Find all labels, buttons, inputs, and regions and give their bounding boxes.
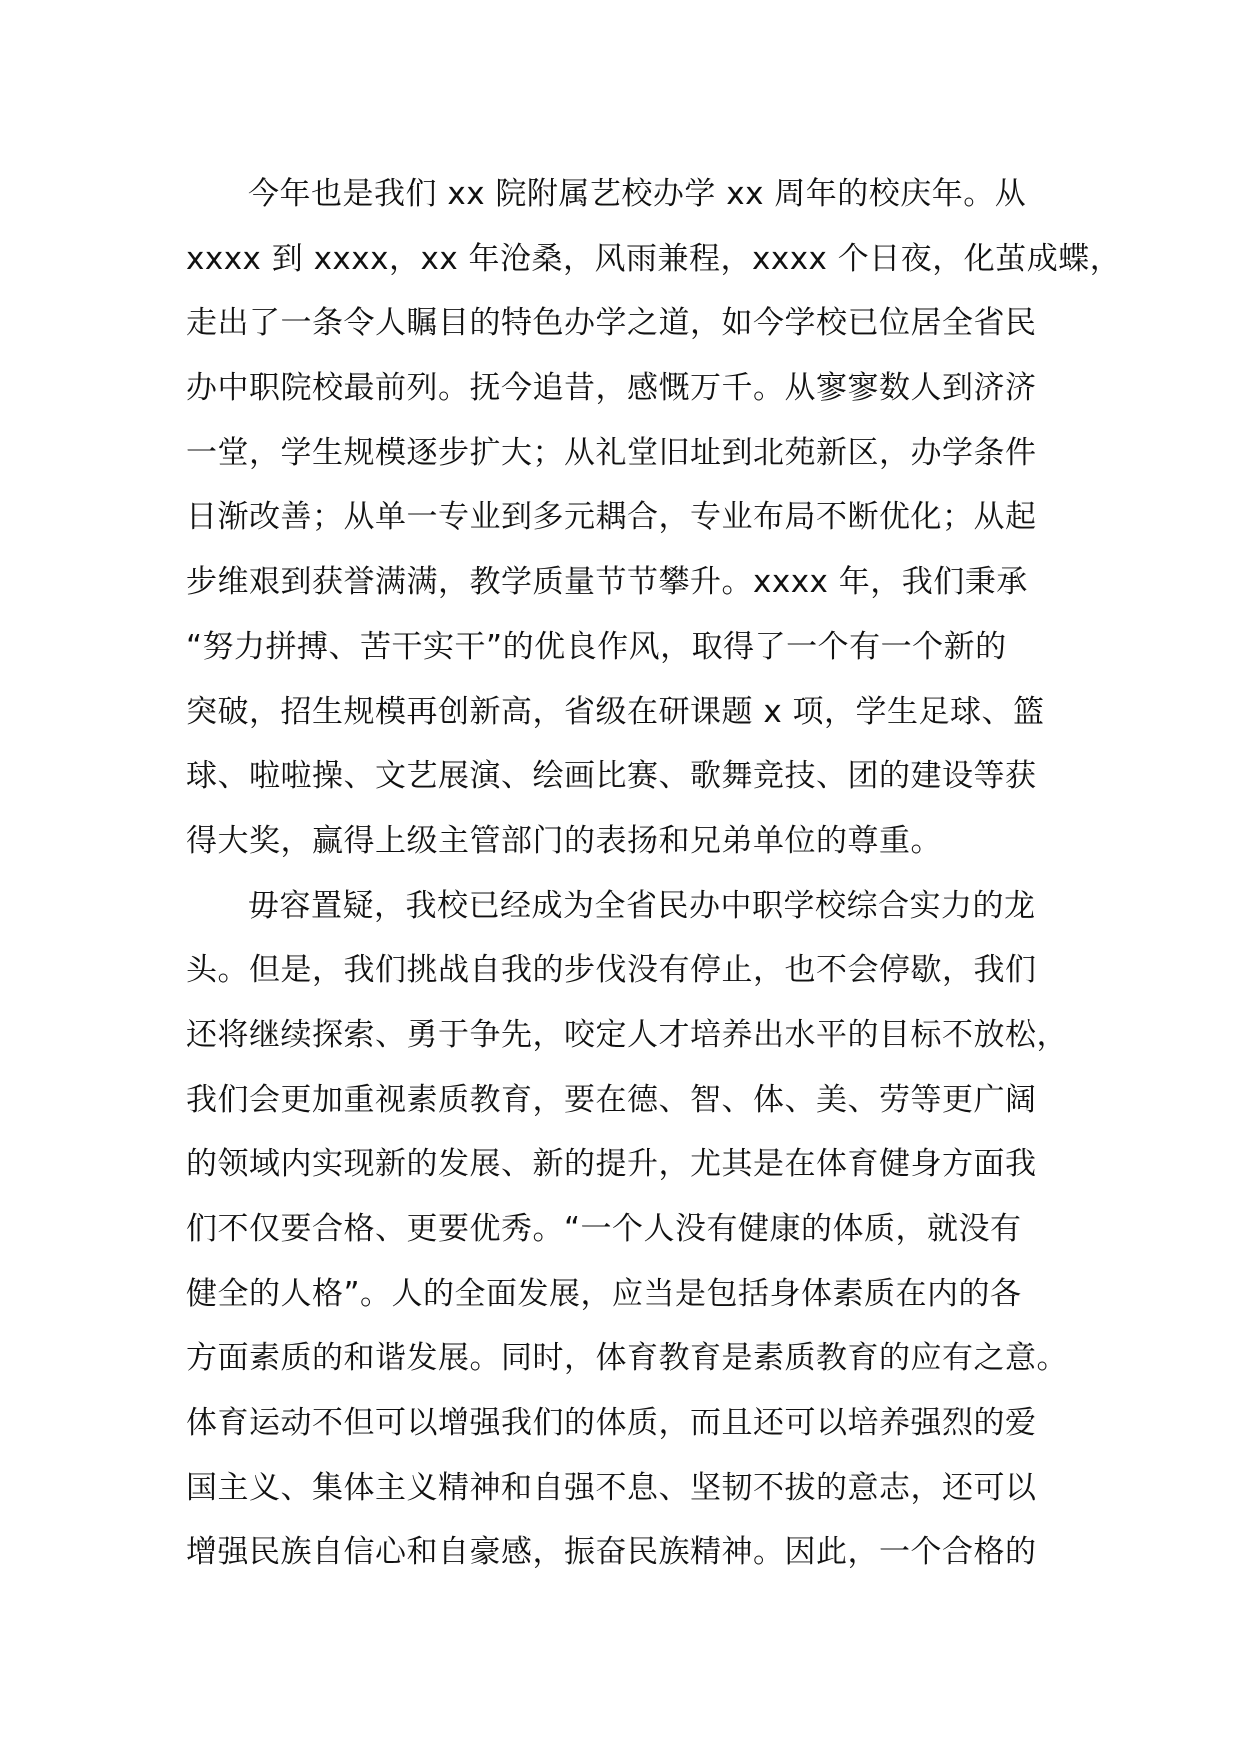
- paragraph-2-line: 的领域内实现新的发展、新的提升，尤其是在体育健身方面我: [186, 1146, 1037, 1183]
- body-text: [186, 162, 1122, 1585]
- paragraph-1-line: “努力拼搏、苦干实干”的优良作风，取得了一个有一个新的: [186, 628, 1007, 665]
- paragraph-1-line: 突破，招生规模再创新高，省级在研课题 x 项，学生足球、篮: [186, 693, 1045, 730]
- paragraph-2-line: 毋容置疑，我校已经成为全省民办中职学校综合实力的龙: [248, 887, 1036, 924]
- paragraph-2-line: 增强民族自信心和自豪感，振奋民族精神。因此，一个合格的: [186, 1534, 1037, 1571]
- paragraph-2-line: 国主义、集体主义精神和自强不息、坚韧不拔的意志，还可以: [186, 1469, 1037, 1506]
- paragraph-1-line: 步维艰到获誉满满，教学质量节节攀升。xxxx 年，我们秉承: [186, 564, 1028, 601]
- paragraph-1-line: xxxx 到 xxxx，xx 年沧桑，风雨兼程，xxxx 个日夜，化茧成蝶，: [186, 240, 1122, 277]
- paragraph-1-line: 一堂，学生规模逐步扩大；从礼堂旧址到北苑新区，办学条件: [186, 434, 1037, 471]
- paragraph-1-line: 得大奖，赢得上级主管部门的表扬和兄弟单位的尊重。: [186, 822, 942, 859]
- paragraph-1-line: 日渐改善；从单一专业到多元耦合，专业布局不断优化；从起: [186, 499, 1037, 536]
- paragraph-1-line: 走出了一条令人瞩目的特色办学之道，如今学校已位居全省民: [186, 305, 1037, 342]
- paragraph-2-line: 还将继续探索、勇于争先，咬定人才培养出水平的目标不放松，: [186, 1016, 1068, 1053]
- paragraph-1-line: 球、啦啦操、文艺展演、绘画比赛、歌舞竞技、团的建设等获: [186, 758, 1037, 795]
- paragraph-2-line: 体育运动不但可以增强我们的体质，而且还可以培养强烈的爱: [186, 1405, 1037, 1442]
- paragraph-1-line: 办中职院校最前列。抚今追昔，感慨万千。从寥寥数人到济济: [186, 370, 1037, 407]
- paragraph-1-line: 今年也是我们 xx 院附属艺校办学 xx 周年的校庆年。从: [248, 176, 1027, 212]
- paragraph-2-line: 头。但是，我们挑战自我的步伐没有停止，也不会停歇，我们: [186, 952, 1037, 989]
- paragraph-2-line: 们不仅要合格、更要优秀。“一个人没有健康的体质，就没有: [186, 1211, 1022, 1247]
- paragraph-2-line: 方面素质的和谐发展。同时，体育教育是素质教育的应有之意。: [186, 1340, 1068, 1377]
- paragraph-2-line: 我们会更加重视素质教育，要在德、智、体、美、劳等更广阔: [186, 1081, 1037, 1118]
- paragraph-2-line: 健全的人格”。人的全面发展，应当是包括身体素质在内的各: [186, 1275, 1022, 1312]
